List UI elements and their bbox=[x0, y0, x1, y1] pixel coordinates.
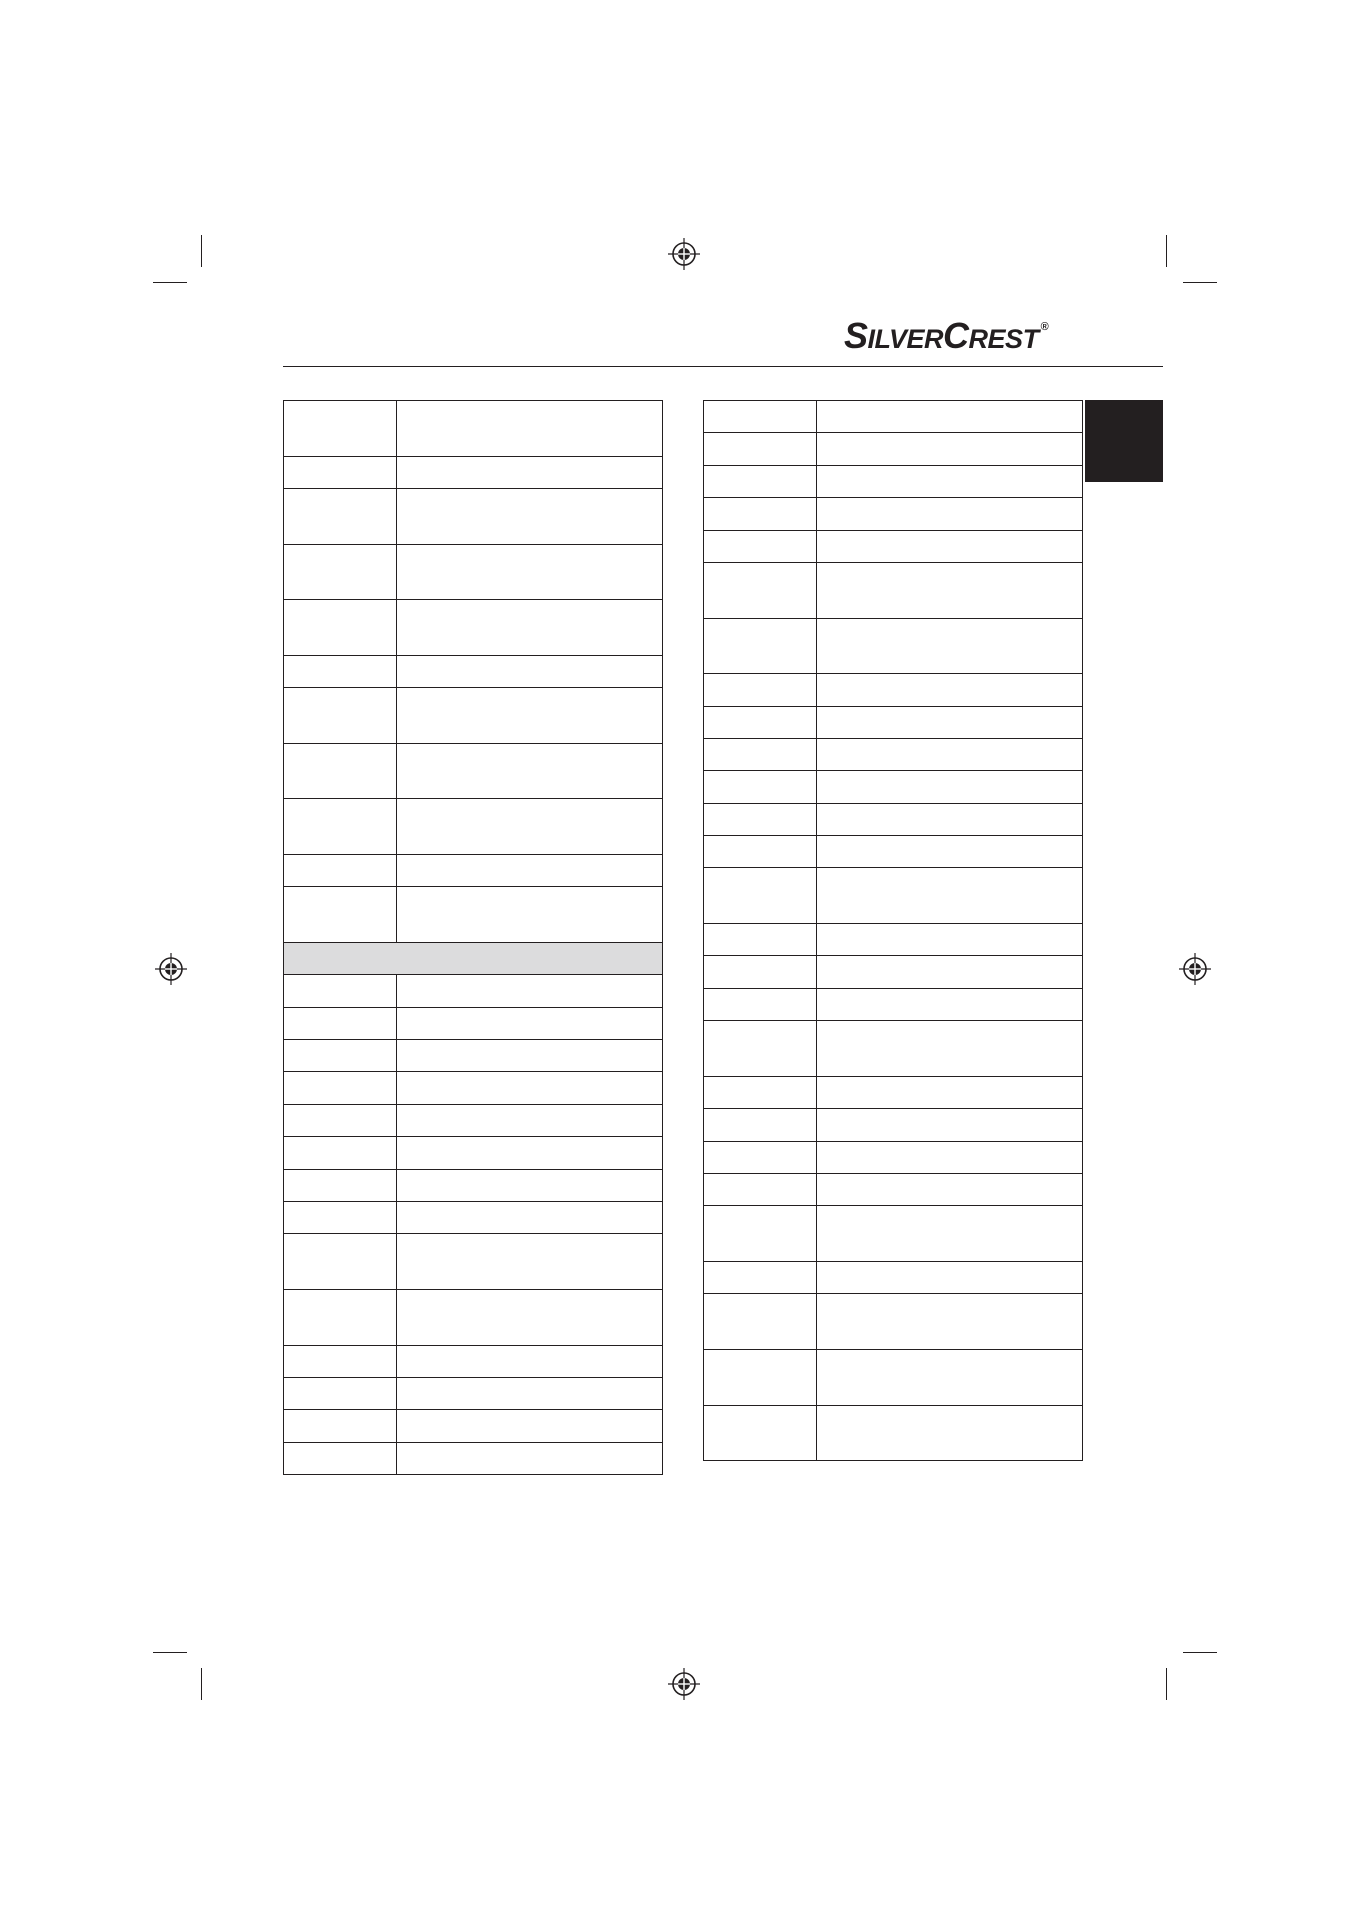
term-cell bbox=[704, 706, 817, 738]
description-cell bbox=[817, 924, 1083, 956]
description-cell bbox=[817, 803, 1083, 835]
description-cell bbox=[397, 1345, 663, 1377]
term-cell bbox=[284, 544, 397, 600]
description-cell bbox=[397, 799, 663, 855]
term-cell bbox=[284, 1137, 397, 1169]
table-row bbox=[284, 1104, 663, 1136]
term-cell bbox=[284, 401, 397, 457]
table-row bbox=[284, 887, 663, 943]
term-cell bbox=[704, 1141, 817, 1173]
term-cell bbox=[704, 738, 817, 770]
table-row bbox=[284, 600, 663, 656]
term-cell bbox=[284, 456, 397, 488]
table-row bbox=[284, 1137, 663, 1169]
description-cell bbox=[817, 1206, 1083, 1262]
description-cell bbox=[817, 530, 1083, 562]
term-cell bbox=[704, 530, 817, 562]
description-cell bbox=[397, 1007, 663, 1039]
term-cell bbox=[284, 1345, 397, 1377]
description-cell bbox=[397, 688, 663, 744]
term-cell bbox=[284, 887, 397, 943]
table-row bbox=[284, 688, 663, 744]
term-cell bbox=[704, 988, 817, 1020]
table-row bbox=[704, 1294, 1083, 1350]
table-row bbox=[704, 433, 1083, 465]
term-cell bbox=[284, 1442, 397, 1474]
description-cell bbox=[397, 1040, 663, 1072]
description-cell bbox=[397, 1202, 663, 1234]
table-row bbox=[704, 1076, 1083, 1108]
crop-mark-bottom-right-vertical bbox=[1166, 1668, 1167, 1700]
term-cell bbox=[704, 1206, 817, 1262]
description-cell bbox=[397, 1169, 663, 1201]
description-cell bbox=[817, 738, 1083, 770]
left-table bbox=[283, 400, 663, 1475]
description-cell bbox=[817, 674, 1083, 706]
term-cell bbox=[704, 836, 817, 868]
crop-mark-top-right-horizontal bbox=[1183, 282, 1217, 283]
description-cell bbox=[817, 618, 1083, 674]
description-cell bbox=[817, 956, 1083, 988]
term-cell bbox=[704, 1262, 817, 1294]
description-cell bbox=[397, 1290, 663, 1346]
description-cell bbox=[397, 600, 663, 656]
term-cell bbox=[284, 1007, 397, 1039]
table-row bbox=[704, 1349, 1083, 1405]
table-row bbox=[704, 1174, 1083, 1206]
term-cell bbox=[704, 771, 817, 803]
table-row bbox=[284, 1202, 663, 1234]
table-row bbox=[284, 743, 663, 799]
crosshair-registration-icon bbox=[667, 237, 701, 271]
description-cell bbox=[817, 1076, 1083, 1108]
term-cell bbox=[284, 1202, 397, 1234]
term-cell bbox=[704, 1109, 817, 1141]
term-cell bbox=[704, 803, 817, 835]
table-row bbox=[704, 1141, 1083, 1173]
table-row bbox=[284, 1234, 663, 1290]
section-heading-row bbox=[284, 942, 663, 974]
crop-mark-bottom-left-horizontal bbox=[153, 1652, 187, 1653]
brand-logo-part: ILVER bbox=[867, 324, 944, 354]
table-row bbox=[704, 836, 1083, 868]
term-cell bbox=[284, 743, 397, 799]
table-row bbox=[704, 618, 1083, 674]
description-cell bbox=[397, 887, 663, 943]
description-cell bbox=[817, 1141, 1083, 1173]
description-cell bbox=[397, 854, 663, 886]
table-row bbox=[704, 988, 1083, 1020]
description-cell bbox=[817, 498, 1083, 530]
crosshair-registration-icon bbox=[154, 952, 188, 986]
description-cell bbox=[397, 655, 663, 687]
table-row bbox=[704, 803, 1083, 835]
table-row bbox=[704, 498, 1083, 530]
description-cell bbox=[817, 868, 1083, 924]
description-cell bbox=[817, 771, 1083, 803]
table-row bbox=[704, 1109, 1083, 1141]
description-cell bbox=[397, 743, 663, 799]
table-row bbox=[284, 1007, 663, 1039]
table-row bbox=[704, 771, 1083, 803]
table-row bbox=[704, 562, 1083, 618]
table-row bbox=[704, 1262, 1083, 1294]
table-row bbox=[704, 401, 1083, 433]
description-cell bbox=[817, 1405, 1083, 1461]
table-row bbox=[704, 674, 1083, 706]
table-row bbox=[284, 1040, 663, 1072]
description-cell bbox=[397, 1137, 663, 1169]
table-row bbox=[704, 1405, 1083, 1461]
term-cell bbox=[284, 799, 397, 855]
description-cell bbox=[397, 1442, 663, 1474]
description-cell bbox=[817, 1021, 1083, 1077]
term-cell bbox=[284, 655, 397, 687]
term-cell bbox=[284, 854, 397, 886]
brand-logo-part: S bbox=[844, 315, 868, 356]
table-row bbox=[284, 1378, 663, 1410]
description-cell bbox=[397, 456, 663, 488]
term-cell bbox=[704, 618, 817, 674]
term-cell bbox=[284, 600, 397, 656]
crosshair-registration-icon bbox=[1178, 952, 1212, 986]
term-cell bbox=[704, 1349, 817, 1405]
term-cell bbox=[284, 975, 397, 1007]
crop-mark-top-left-vertical bbox=[201, 235, 202, 267]
description-cell bbox=[397, 1072, 663, 1104]
term-cell bbox=[704, 924, 817, 956]
table-row bbox=[284, 1169, 663, 1201]
term-cell bbox=[704, 868, 817, 924]
term-cell bbox=[284, 1072, 397, 1104]
term-cell bbox=[704, 498, 817, 530]
term-cell bbox=[704, 1405, 817, 1461]
table-row bbox=[284, 456, 663, 488]
term-cell bbox=[284, 1234, 397, 1290]
term-cell bbox=[704, 562, 817, 618]
language-tab-block bbox=[1085, 400, 1163, 482]
brand-logo-part: C bbox=[943, 315, 969, 356]
table-row bbox=[284, 488, 663, 544]
table-row bbox=[284, 975, 663, 1007]
term-cell bbox=[284, 488, 397, 544]
term-cell bbox=[284, 1290, 397, 1346]
description-cell bbox=[397, 544, 663, 600]
header-rule bbox=[283, 366, 1163, 367]
description-cell bbox=[817, 562, 1083, 618]
crop-mark-bottom-right-horizontal bbox=[1183, 1652, 1217, 1653]
table-row bbox=[704, 1206, 1083, 1262]
description-cell bbox=[397, 1378, 663, 1410]
term-cell bbox=[284, 1378, 397, 1410]
brand-logo-part: REST bbox=[968, 324, 1039, 354]
table-row bbox=[704, 956, 1083, 988]
crop-mark-top-right-vertical bbox=[1166, 235, 1167, 267]
term-cell bbox=[284, 1169, 397, 1201]
table-row bbox=[704, 924, 1083, 956]
table-row bbox=[284, 1442, 663, 1474]
term-cell bbox=[704, 401, 817, 433]
crop-mark-bottom-left-vertical bbox=[201, 1668, 202, 1700]
right-table bbox=[703, 400, 1083, 1461]
table-row bbox=[704, 530, 1083, 562]
description-cell bbox=[817, 1294, 1083, 1350]
table-row bbox=[284, 1290, 663, 1346]
term-cell bbox=[284, 1104, 397, 1136]
table-row bbox=[704, 465, 1083, 497]
term-cell bbox=[704, 1174, 817, 1206]
description-cell bbox=[397, 1234, 663, 1290]
table-row bbox=[704, 1021, 1083, 1077]
term-cell bbox=[704, 1076, 817, 1108]
term-cell bbox=[704, 465, 817, 497]
table-row bbox=[284, 854, 663, 886]
table-row bbox=[284, 655, 663, 687]
table-row bbox=[284, 544, 663, 600]
term-cell bbox=[704, 956, 817, 988]
table-row bbox=[704, 706, 1083, 738]
table-row bbox=[704, 738, 1083, 770]
description-cell bbox=[817, 1349, 1083, 1405]
table-row bbox=[704, 868, 1083, 924]
term-cell bbox=[704, 1294, 817, 1350]
term-cell bbox=[284, 688, 397, 744]
registered-trademark-mark: ® bbox=[1040, 321, 1049, 333]
term-cell bbox=[284, 1040, 397, 1072]
crop-mark-top-left-horizontal bbox=[153, 282, 187, 283]
crosshair-registration-icon bbox=[667, 1667, 701, 1701]
brand-logo bbox=[844, 315, 1049, 356]
description-cell bbox=[397, 1104, 663, 1136]
description-cell bbox=[397, 975, 663, 1007]
table-row bbox=[284, 401, 663, 457]
table-row bbox=[284, 1410, 663, 1442]
description-cell bbox=[817, 988, 1083, 1020]
description-cell bbox=[817, 836, 1083, 868]
section-heading bbox=[284, 942, 663, 974]
description-cell bbox=[817, 706, 1083, 738]
description-cell bbox=[817, 433, 1083, 465]
description-cell bbox=[397, 1410, 663, 1442]
term-cell bbox=[284, 1410, 397, 1442]
table-row bbox=[284, 1072, 663, 1104]
table-row bbox=[284, 799, 663, 855]
description-cell bbox=[817, 401, 1083, 433]
term-cell bbox=[704, 1021, 817, 1077]
term-cell bbox=[704, 433, 817, 465]
description-cell bbox=[817, 465, 1083, 497]
description-cell bbox=[397, 488, 663, 544]
table-row bbox=[284, 1345, 663, 1377]
description-cell bbox=[397, 401, 663, 457]
description-cell bbox=[817, 1109, 1083, 1141]
description-cell bbox=[817, 1262, 1083, 1294]
description-cell bbox=[817, 1174, 1083, 1206]
term-cell bbox=[704, 674, 817, 706]
